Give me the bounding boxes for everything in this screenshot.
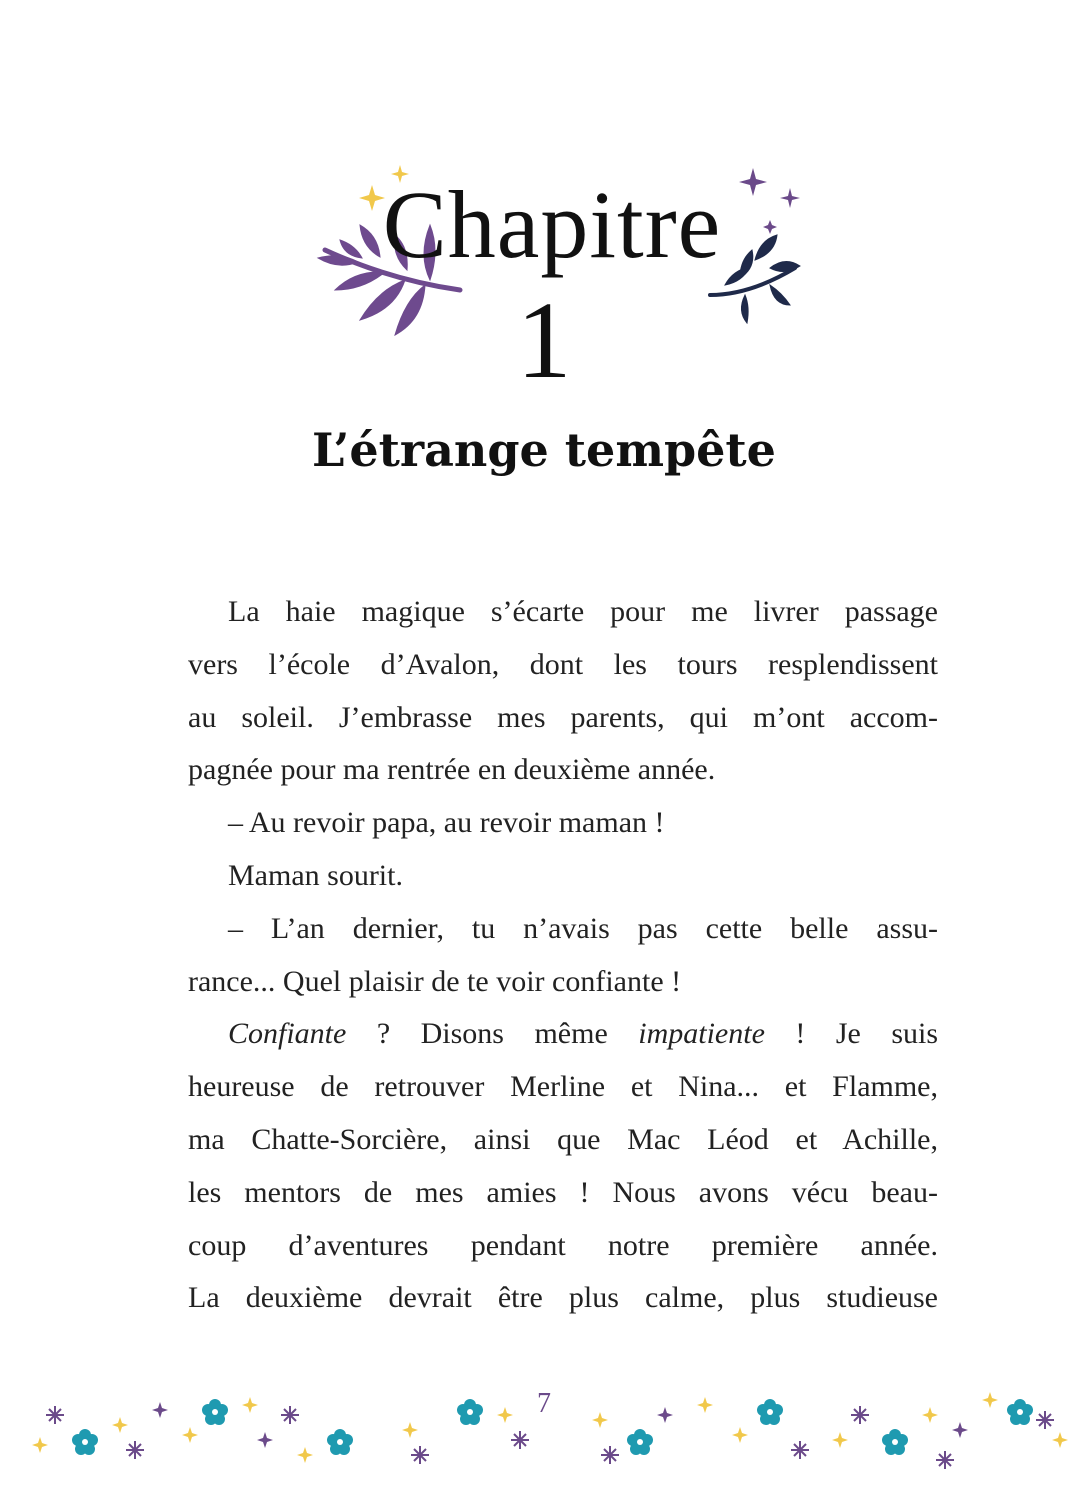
text-line: vers l’école d’Avalon, dont les tours resplendissent — [188, 647, 938, 681]
text-fragment: ! Je suis — [764, 1017, 939, 1051]
text-line: les mentors de mes amies ! Nous avons vécu beau- — [188, 1175, 938, 1209]
chapter-title: L’étrange tempête — [312, 423, 776, 477]
chapter-number: 1 — [516, 279, 572, 401]
body-text — [188, 586, 938, 1325]
text-line: Maman sourit. — [228, 858, 403, 892]
text-line: – Au revoir papa, au revoir maman ! — [228, 806, 665, 840]
text-line: La haie magique s’écarte pour me livrer passage — [228, 595, 938, 628]
text-line: – L’an dernier, tu n’avais pas cette belle assu- — [228, 911, 938, 945]
text-line: La deuxième devrait être plus calme, plus studieuse — [188, 1281, 938, 1315]
text-fragment: ? Disons même — [346, 1017, 639, 1051]
text-line: pagnée pour ma rentrée en deuxième année. — [188, 753, 716, 787]
page-number: 7 — [537, 1388, 551, 1419]
text-line: heureuse de retrouver Merline et Nina... et Flamme, — [188, 1070, 938, 1104]
text-line: au soleil. J’embrasse mes parents, qui m’ont accom- — [188, 700, 938, 734]
text-line: rance... Quel plaisir de te voir confiante ! — [188, 964, 682, 998]
italic-word: impatiente — [638, 1017, 765, 1051]
italic-word: Confiante — [228, 1017, 347, 1051]
text-line: ma Chatte-Sorcière, ainsi que Mac Léod et Achille, — [188, 1122, 938, 1156]
text-line — [188, 1008, 938, 1061]
text-line: coup d’aventures pendant notre première année. — [188, 1228, 938, 1262]
chapter-label: Chapitre — [382, 171, 722, 278]
